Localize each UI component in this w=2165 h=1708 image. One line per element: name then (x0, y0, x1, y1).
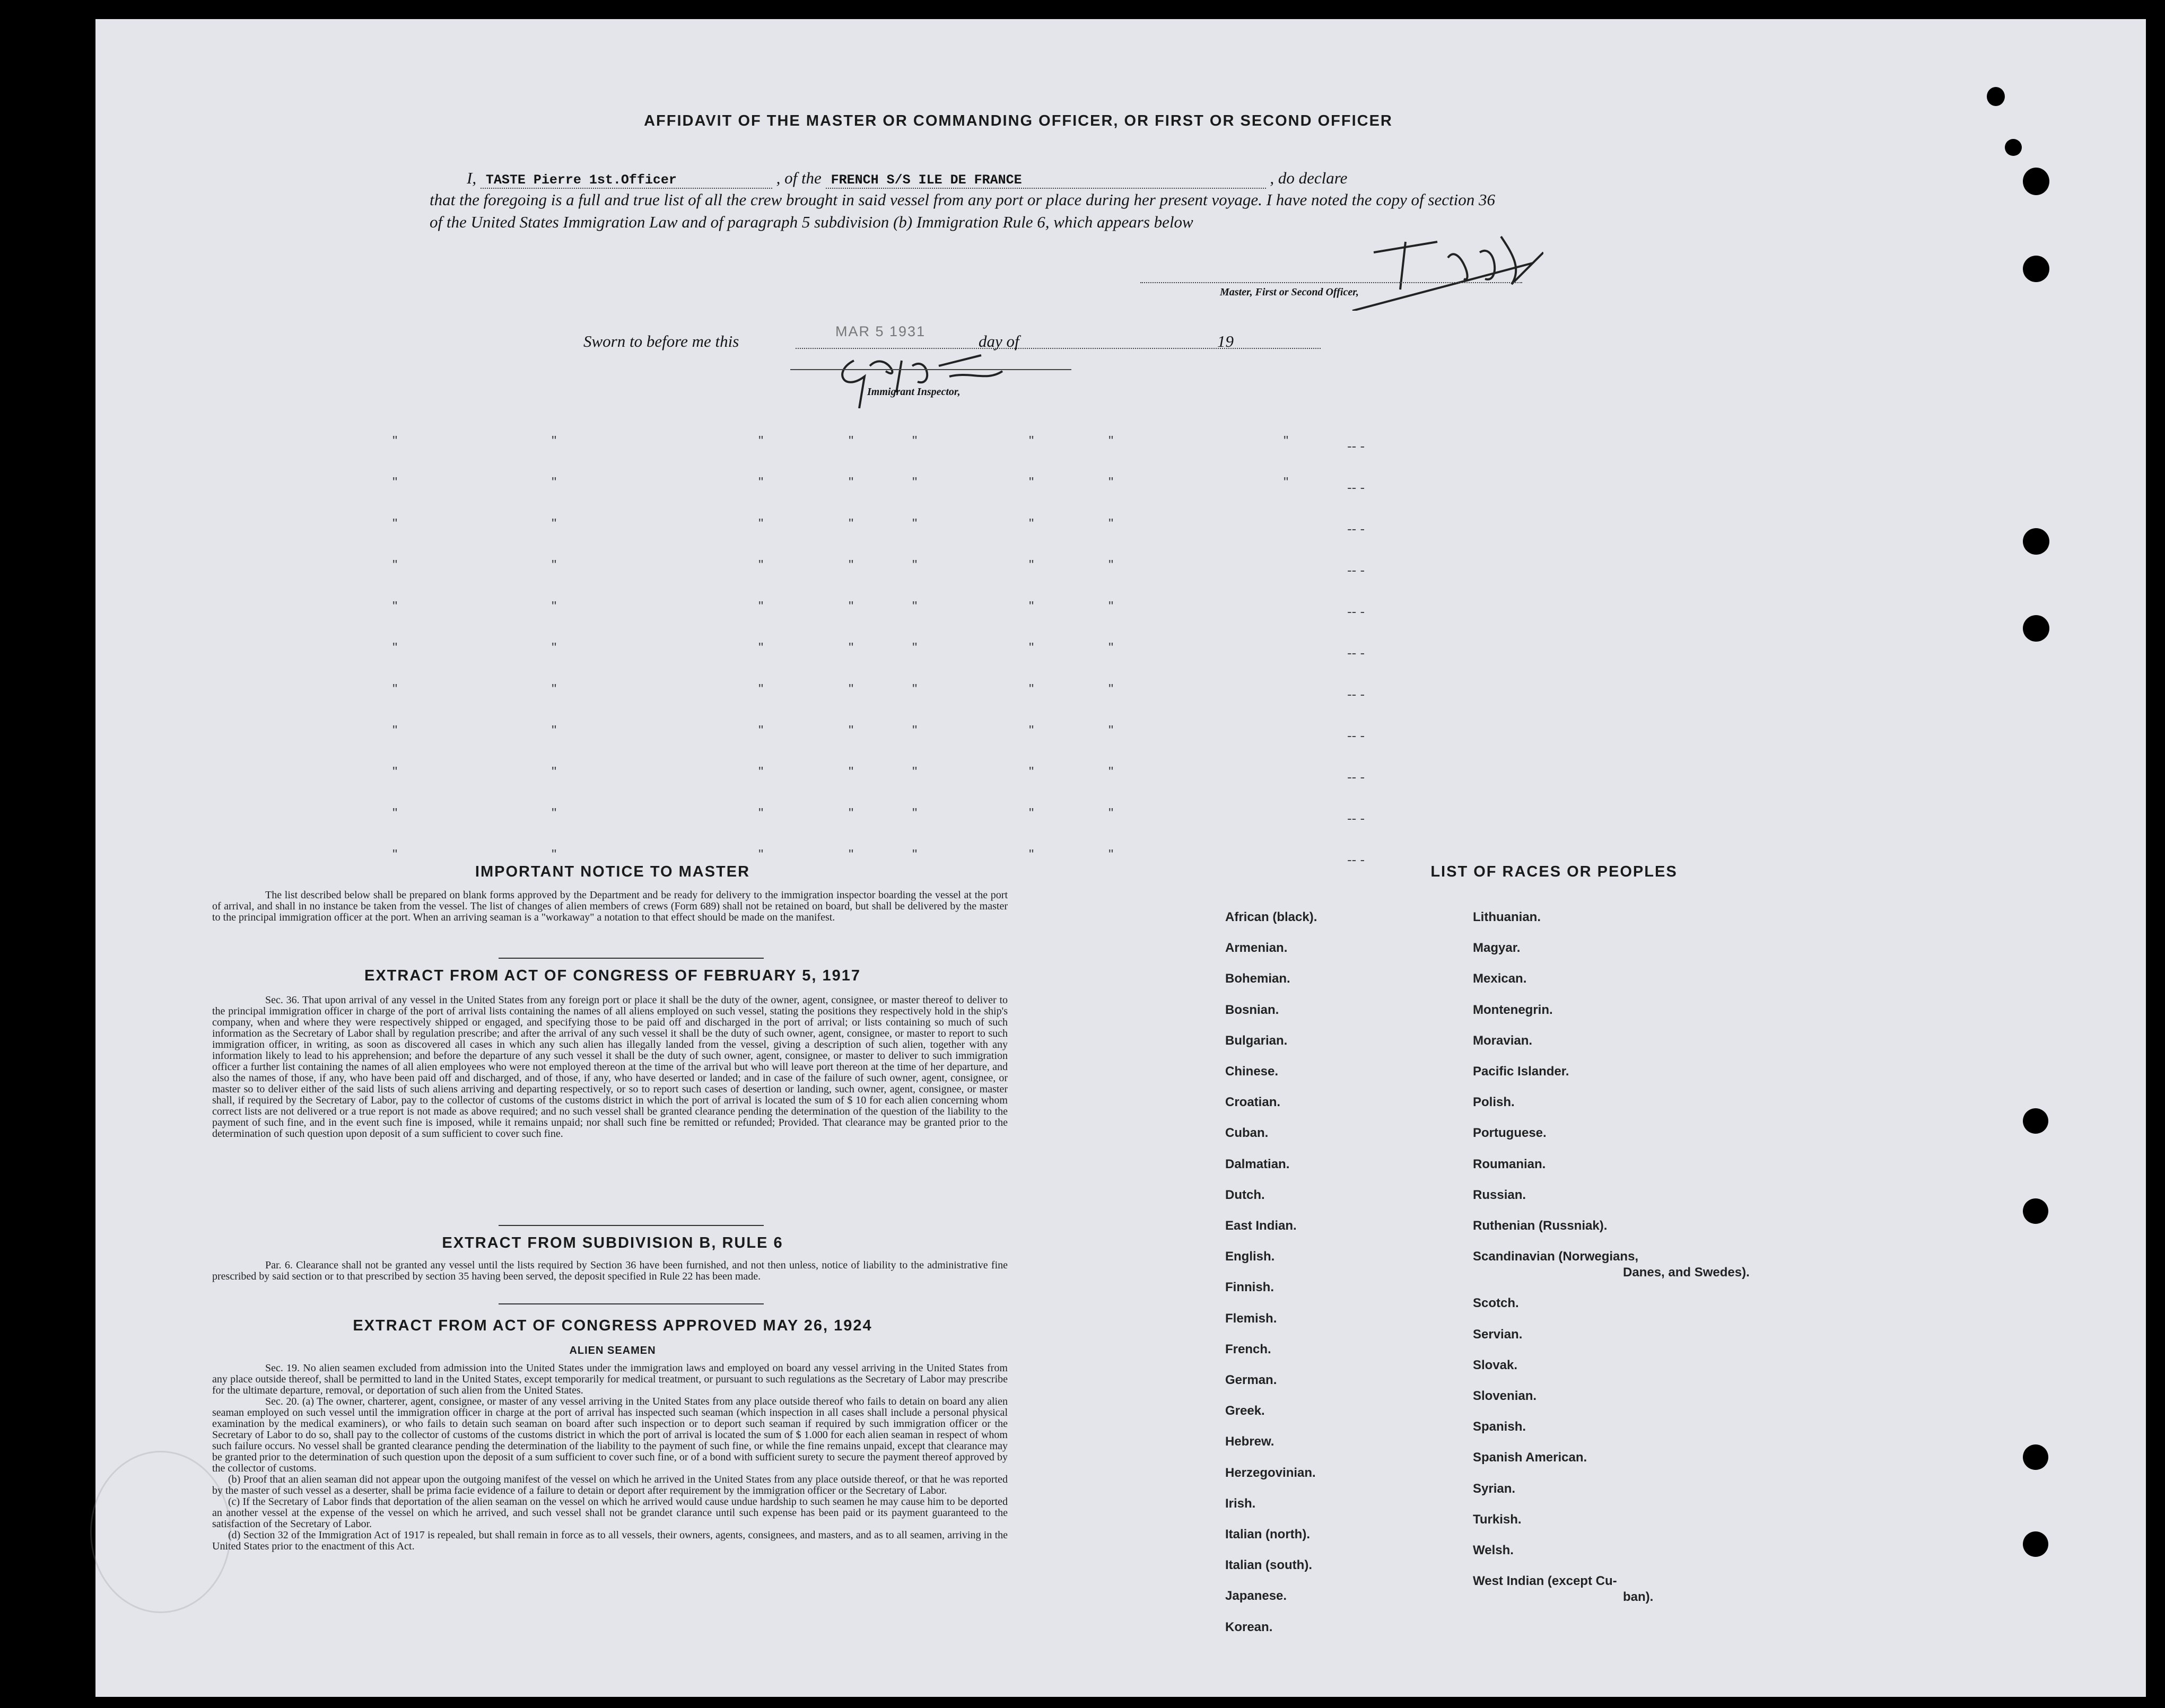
ditto-mark: " (849, 515, 854, 531)
races-title: LIST OF RACES OR PEOPLES (1430, 863, 1678, 880)
race-item: Magyar. (1473, 941, 1521, 956)
ditto-mark: " (1284, 474, 1289, 490)
punch-hole (2005, 139, 2022, 156)
sec20d-text: (d) Section 32 of the Immigration Act of 1917 is repealed, but shall remain in force as to all vessels, their owners, agents, consignees, and masters, and as to all seamen, arriving in the United States prior to the enactment of this Act. (212, 1529, 1008, 1552)
extract-1917-title: EXTRACT FROM ACT OF CONGRESS OF FEBRUARY 5, 1917 (364, 967, 861, 984)
ditto-mark: " (912, 846, 918, 862)
race-item: African (black). (1225, 910, 1317, 924)
race-item: Herzegovinian. (1225, 1465, 1316, 1480)
faint-seal (90, 1451, 231, 1613)
race-item: Armenian. (1225, 941, 1288, 956)
race-item: Ruthenian (Russniak). (1473, 1219, 1608, 1233)
sec19-text: Sec. 19. No alien seamen excluded from admission into the United States under the immigration laws and employed on board any vessel arriving in the United States from any place outside thereof, shall be permitted to land in the United States, except temporarily for medical treatment, or pursuant to such regulations as the Secretary of Labor may prescribe for the ultimate departure, removal, or deportation of such alien from the United States. (212, 1362, 1008, 1396)
race-item: Spanish. (1473, 1420, 1526, 1434)
ditto-mark: " (912, 515, 918, 531)
race-item: Croatian. (1225, 1095, 1281, 1110)
affidavit-title: AFFIDAVIT OF THE MASTER OR COMMANDING OFFICER, OR FIRST OR SECOND OFFICER (644, 112, 1393, 129)
ditto-mark: " (912, 557, 918, 573)
ditto-mark: " (1108, 805, 1114, 821)
race-item: Italian (south). (1225, 1558, 1312, 1573)
ditto-mark: " (1108, 515, 1114, 531)
dash-mark: -- - (1347, 603, 1365, 619)
ditto-mark: " (758, 474, 764, 490)
race-item: Polish. (1473, 1095, 1515, 1110)
race-item: Hebrew. (1225, 1434, 1274, 1449)
race-item: Bohemian. (1225, 971, 1290, 986)
ditto-mark: " (912, 722, 918, 738)
race-item: Greek. (1225, 1404, 1265, 1418)
extract-1924-subtitle: ALIEN SEAMEN (569, 1345, 656, 1356)
dash-mark: -- - (1347, 438, 1365, 454)
race-item: Slovenian. (1473, 1389, 1537, 1403)
extract-1924-title: EXTRACT FROM ACT OF CONGRESS APPROVED MAY 26, 1924 (353, 1317, 872, 1334)
race-item: Dalmatian. (1225, 1157, 1290, 1171)
ditto-mark: " (1029, 764, 1034, 779)
race-item: Lithuanian. (1473, 910, 1541, 924)
ditto-mark: " (1108, 640, 1114, 655)
ditto-mark: " (392, 557, 398, 573)
ditto-mark: " (1108, 598, 1114, 614)
ditto-mark: " (1029, 640, 1034, 655)
ditto-mark: " (758, 433, 764, 449)
ditto-mark: " (849, 846, 854, 862)
ditto-mark: " (552, 474, 557, 490)
ditto-mark: " (1108, 557, 1114, 573)
ditto-mark: " (1029, 598, 1034, 614)
dash-mark: -- - (1347, 728, 1365, 743)
dash-mark: -- - (1347, 810, 1365, 826)
ditto-mark: " (758, 598, 764, 614)
race-item: Russian. (1473, 1187, 1526, 1202)
punch-hole (2023, 256, 2049, 282)
race-item: Flemish. (1225, 1311, 1277, 1326)
affidavit-i: I, (467, 169, 477, 187)
dash-mark: -- - (1347, 769, 1365, 785)
race-item: English. (1225, 1249, 1275, 1264)
notice-text: The list described below shall be prepared on blank forms approved by the Department and be ready for delivery to the immigration inspector boarding the vessel at the port of arrival, and shall in no instance be taken from the vessel. The list of changes of alien members of crews (Form 689) shall not be retained on board, but shall be delivered by the master to the principal immigration officer at the port. When an arriving seaman is a "workaway" a notation to that effect should be made on the manifest. (212, 889, 1008, 923)
race-item: Turkish. (1473, 1512, 1522, 1527)
ditto-mark: " (1284, 433, 1289, 449)
ditto-mark: " (1108, 474, 1114, 490)
punch-hole (2023, 1531, 2048, 1557)
race-item: Danes, and Swedes). (1623, 1265, 1750, 1280)
punch-hole (2023, 1444, 2048, 1470)
ditto-mark: " (552, 640, 557, 655)
race-item: Irish. (1225, 1496, 1256, 1511)
ditto-mark: " (849, 805, 854, 821)
ditto-mark: " (552, 681, 557, 697)
race-item: Syrian. (1473, 1481, 1516, 1496)
ditto-mark: " (1108, 681, 1114, 697)
ditto-mark: " (849, 640, 854, 655)
race-item: Portuguese. (1473, 1126, 1547, 1141)
race-item: Bulgarian. (1225, 1033, 1288, 1048)
ditto-mark: " (1029, 805, 1034, 821)
ditto-mark: " (392, 805, 398, 821)
ditto-mark: " (1029, 846, 1034, 862)
race-item: German. (1225, 1373, 1277, 1387)
race-item: ban). (1623, 1590, 1654, 1605)
punch-hole (2023, 168, 2049, 195)
ditto-mark: " (849, 681, 854, 697)
ditto-mark: " (849, 433, 854, 449)
ditto-mark: " (392, 515, 398, 531)
race-item: Roumanian. (1473, 1157, 1546, 1171)
race-item: Finnish. (1225, 1280, 1274, 1295)
punch-hole (1987, 87, 2005, 106)
dash-mark: -- - (1347, 852, 1365, 868)
day-of-text: day of (979, 332, 1019, 351)
ditto-mark: " (912, 640, 918, 655)
dash-mark: -- - (1347, 645, 1365, 661)
ditto-mark: " (1029, 681, 1034, 697)
ditto-mark: " (552, 557, 557, 573)
ditto-mark: " (1029, 515, 1034, 531)
ditto-mark: " (1108, 722, 1114, 738)
ditto-mark: " (912, 598, 918, 614)
ditto-mark: " (392, 433, 398, 449)
race-item: Spanish American. (1473, 1450, 1587, 1465)
race-item: French. (1225, 1342, 1271, 1356)
ditto-mark: " (912, 474, 918, 490)
race-item: Mexican. (1473, 971, 1527, 986)
race-item: Montenegrin. (1473, 1002, 1553, 1017)
ditto-mark: " (758, 681, 764, 697)
ditto-mark: " (392, 681, 398, 697)
sworn-date-stamp: MAR 5 1931 (835, 323, 926, 339)
race-item: Cuban. (1225, 1126, 1269, 1141)
extract-1924-body (212, 1363, 1008, 1552)
race-item: Dutch. (1225, 1187, 1265, 1202)
race-item: Bosnian. (1225, 1002, 1279, 1017)
dash-mark: -- - (1347, 686, 1365, 702)
ditto-mark: " (758, 805, 764, 821)
year-prefix: 19 (1217, 332, 1234, 351)
ditto-mark: " (1108, 433, 1114, 449)
ditto-mark: " (758, 557, 764, 573)
ditto-mark: " (552, 433, 557, 449)
officer-caption: Master, First or Second Officer, (1220, 286, 1359, 298)
dash-mark: -- - (1347, 521, 1365, 537)
divider (499, 1303, 764, 1304)
ditto-mark: " (849, 557, 854, 573)
race-item: Italian (north). (1225, 1527, 1310, 1541)
do-declare-text: , do declare (1270, 169, 1348, 187)
officer-name: TASTE Pierre 1st.Officer (481, 172, 772, 189)
extract-rule6-title: EXTRACT FROM SUBDIVISION B, RULE 6 (442, 1234, 783, 1251)
race-item: Moravian. (1473, 1033, 1533, 1048)
race-item: Chinese. (1225, 1064, 1279, 1079)
race-item: Japanese. (1225, 1589, 1287, 1604)
ditto-mark: " (849, 764, 854, 779)
sec20c-text: (c) If the Secretary of Labor finds that deportation of the alien seaman on the vessel on which he arrived would cause undue hardship to such seamen he may cause him to be deported an another vessel at the expense of the vessel on which he arrived, and such vessel shall not be grandet clarance until such expense has been paid or its payment guaranteed to the satisfaction of the Secretary of Labor. (212, 1496, 1008, 1530)
ditto-mark: " (392, 640, 398, 655)
ditto-mark: " (1029, 474, 1034, 490)
race-item: Scandinavian (Norwegians, (1473, 1249, 1639, 1264)
ditto-mark: " (552, 764, 557, 779)
of-the-text: , of the (776, 169, 822, 187)
race-item: East Indian. (1225, 1219, 1297, 1233)
ditto-mark: " (849, 474, 854, 490)
sec20a-text: Sec. 20. (a) The owner, charterer, agent, consignee, or master of any vessel arriving in the United States from any place outside thereof who fails to detain on board any alien seaman employed on such vessel until the immigration officer in charge at the port of arrival has inspected such seaman (which inspection in all cases shall include a personal physical examination by the medical examiners), or who fails to detain such seaman on board after such inspection or to deport such seaman if required by such immigration officer or the Secretary of Labor to do so, shall pay to the collector of customs of the customs district in which the port of arrival is located the sum of $ 1.000 for each alien seaman in respect of whom such failure occurs. No vessel shall be granted clearance pending the determination of the liability to the payment of such fine, or while the fine remains unpaid, except that clearance may be granted prior to the determination of such question upon the deposit of a sum sufficient to cover such fine, or of a bond with sufficient surety to secure the payment thereof approved by the collector of customs. (212, 1396, 1008, 1474)
punch-hole (2023, 1108, 2048, 1134)
ditto-mark: " (758, 764, 764, 779)
ditto-mark: " (849, 598, 854, 614)
race-item: Slovak. (1473, 1357, 1518, 1372)
divider (499, 1225, 764, 1226)
ditto-mark: " (1029, 433, 1034, 449)
race-item: West Indian (except Cu- (1473, 1574, 1617, 1589)
ditto-mark: " (392, 474, 398, 490)
ditto-mark: " (552, 722, 557, 738)
race-item: Servian. (1473, 1327, 1523, 1342)
ditto-mark: " (552, 805, 557, 821)
ditto-mark: " (392, 598, 398, 614)
ditto-mark: " (758, 722, 764, 738)
ditto-mark: " (912, 681, 918, 697)
race-item: Scotch. (1473, 1296, 1519, 1311)
punch-hole (2023, 1198, 2048, 1224)
race-item: Pacific Islander. (1473, 1064, 1569, 1079)
dash-mark: -- - (1347, 479, 1365, 495)
sworn-text: Sworn to before me this (583, 332, 739, 351)
extract-rule6-text: Par. 6. Clearance shall not be granted any vessel until the lists required by Section 36 have been furnished, and not then unless, notice of liability to the administrative fine prescribed by said section or to that prescribed by section 35 having been served, the deposit specified in Rule 22 has been made. (212, 1259, 1008, 1282)
race-item: Welsh. (1473, 1543, 1514, 1557)
ditto-mark: " (392, 722, 398, 738)
divider (499, 958, 764, 959)
notice-title: IMPORTANT NOTICE TO MASTER (475, 863, 750, 880)
ditto-mark: " (392, 846, 398, 862)
ditto-mark: " (1029, 557, 1034, 573)
document-page (95, 19, 2146, 1697)
race-item: Korean. (1225, 1619, 1273, 1634)
ditto-mark: " (758, 640, 764, 655)
affidavit-line-1 (467, 169, 1501, 189)
ditto-mark: " (1108, 764, 1114, 779)
dash-mark: -- - (1347, 562, 1365, 578)
ditto-mark: " (758, 846, 764, 862)
punch-hole (2023, 615, 2049, 642)
ditto-mark: " (849, 722, 854, 738)
ditto-mark: " (758, 515, 764, 531)
affidavit-body: that the foregoing is a full and true list of all the crew brought in said vessel from any port or place during her present voyage. I have noted the copy of section 36 of the United States Immigration Law and of paragraph 5 subdivision (b) Immigration Rule 6, which appears below (430, 190, 1495, 231)
ditto-mark: " (1108, 846, 1114, 862)
ditto-mark: " (912, 764, 918, 779)
ditto-mark: " (912, 433, 918, 449)
inspector-line (790, 369, 1071, 370)
ditto-mark: " (1029, 722, 1034, 738)
officer-caption-line (1140, 282, 1522, 283)
ditto-mark: " (912, 805, 918, 821)
ditto-mark: " (552, 515, 557, 531)
inspector-caption: Immigrant Inspector, (867, 386, 961, 398)
sec20b-text: (b) Proof that an alien seaman did not appear upon the outgoing manifest of the vessel on which he arrived in the United States from any place outside thereof, or that he was reported by the master of such vessel as a deserter, shall be prima facie evidence of a failure to detain or deport after requirement by the immigration officer or the Secretary of Labor. (212, 1474, 1008, 1496)
ditto-mark: " (552, 846, 557, 862)
vessel-name: FRENCH S/S ILE DE FRANCE (826, 172, 1266, 189)
ditto-mark: " (552, 598, 557, 614)
extract-1917-text: Sec. 36. That upon arrival of any vessel in the United States from any foreign port or place it shall be the duty of the owner, agent, consignee, or master thereof to deliver to the principal immigration officer in charge of the port of arrival lists containing the names of all aliens employed on such vessel, stating the positions they respectively hold in the ship's company, when and where they were respectively shipped or engaged, and specifying those to be paid off and discharged in the port of arrival; or lists containing so much of such information as the Secretary of Labor shall by regulation prescribe; and after the arrival of any such vessel it shall be the duty of such owner, agent, consignee, or master to report to such immigration officer, in writing, as soon as discovered all cases in which any such alien has illegally landed from the vessel, giving a description of such alien, together with any information likely to lead to his apprehension; and before the departure of any such vessel it shall be the duty of such owner, agent, consignee, or master to deliver to such immigration officer a further list containing the names of all alien employees who were not employed thereon at the time of the arrival but who will leave port thereon at the time of her departure, and also the names of those, if any, who have been paid off and discharged, and of those, if any, who have deserted or landed; and in case of the failure of such owner, agent, consignee, or master so to deliver either of the said lists of such aliens arriving and departing respectively, or so to report such cases of desertion or landing, such owner, agent, consignee, or master shall, if required by the Secretary of Labor, pay to the collector of customs of the customs district in which the port of arrival is located the sum of $ 10 for each alien concerning whom correct lists are not delivered or a true report is not made as above required; and no such vessel shall be granted clearance pending the determination of the question of the liability to the payment of such fine, and in the event such fine is imposed, while it remains unpaid; nor shall such fine be remitted or refunded; Provided. That clearance may be granted prior to the determination of such question upon deposit of a sum sufficient to cover such fine. (212, 994, 1008, 1140)
punch-hole (2023, 528, 2049, 555)
ditto-mark: " (392, 764, 398, 779)
